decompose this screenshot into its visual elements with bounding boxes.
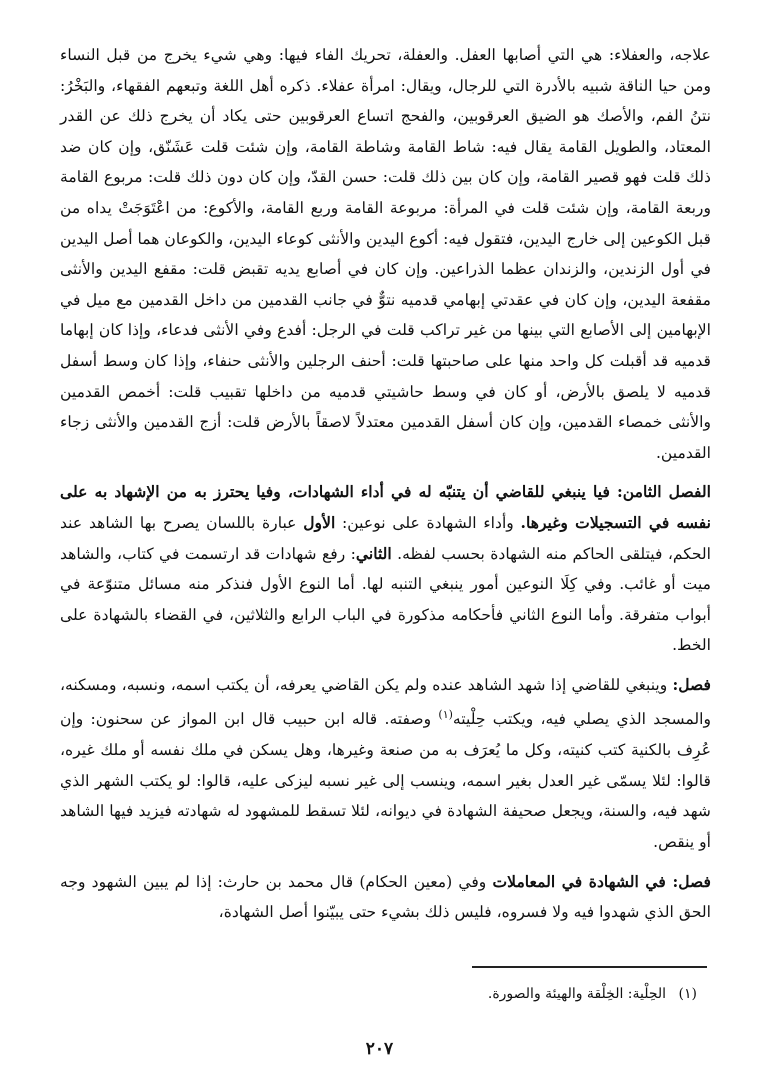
section-heading-witness: فصل:: [672, 674, 711, 694]
footnote-separator: [472, 966, 707, 968]
section-transactions-text: وفي (معين الحكام) قال محمد بن حارث: إذا لم يبين الشهود وجه الحق الذي شهدوا فيه ولا فسروه، فليس ذلك بشيء حتى يبيّنوا أصل الشهادة،: [60, 872, 711, 922]
footnote-text: الحِلْية: الخِلْقة والهيئة والصورة.: [487, 986, 667, 1002]
chapter-eight-heading: الفصل الثامن: فيا ينبغي للقاضي أن يتنبّه له في أداء الشهادات، وفيا يحترز به من الإشهاد به على نفسه في التسجيلات وغيرها.: [60, 482, 711, 532]
section-witness-text: وينبغي للقاضي إذا شهد الشاهد عنده ولم يكن القاضي يعرفه، أن يكتب اسمه، ونسبه، ومسكنه، والمسجد الذي يصلي فيه، ويكتب حِلْيته: [60, 675, 711, 729]
footnote-reference[interactable]: (١): [438, 708, 453, 722]
chapter-eight-text: وأداء الشهادة على نوعين:: [335, 513, 521, 532]
paragraph-chapter-eight: [60, 477, 711, 661]
paragraph-1-text: علاجه، والعفلاء: هي التي أصابها العفل. والعفلة، تحريك الفاء فيها: وهي شيء يخرج من قبل النساء ومن حيا الناقة شبيه بالأدرة التي للرجال، ويقال: امرأة عفلاء. ذكره أهل اللغة وتبعهم الفقهاء، والبَخْرُ: نتنُ الفم، والأصك هو الضيق العرقوبين، والفحج اتساع العرقوبين حتى يكاد أن يخرج ذلك عن القدر المعتاد، والطويل القامة يقال فيه: شاط القامة وشاطة القامة، وإن شئت قلت عَشَنّق، وإن كان ضد ذلك قلت فهو قصير القامة، وإن كان بين ذلك قلت: حسن القدّ، وإن كان دون ذلك قلت: مربوع القامة وربعة القامة، وإن شئت قلت في المرأة: مربوعة القامة وربع القامة، والأكوع: من اعْتَوَجَتْ يداه من قبل الكوعين إلى خارج اليدين، فتقول فيه: أكوع اليدين والأنثى كوعاء اليدين، والكوعان هما أصل اليدين في أول الزندين، والزندان عظما الذراعين. وإن كان في أصابع يديه تقبض قلت: مقفع اليدين والأنثى مقفعة اليدين، وإن كان في عقدتي إبهامي قدميه نتوٌّ في جانب القدمين من داخل القدمين مع ميل في الإبهامين إلى الأصابع التي بينها من غير تراكب قلت في الرجل: أفدع وفي الأنثى فدعاء، وإذا كان إبهاما قدميه قد أقبلت كل واحد منها على صاحبتها قلت: أحنف الرجلين والأنثى حنفاء، وإذا كان وسط أسفل قدميه لا يلصق بالأرض، أو كان في وسط حاشيتي قدميه من داخلها تقبيب قلت: أخمص القدمين والأنثى خمصاء القدمين، وإن كان أسفل القدمين معتدلاً لاصقاً بالأرض قلت: أزج القدمين والأنثى زجاء القدمين.: [60, 46, 711, 462]
paragraph-section-witness: [60, 670, 711, 858]
page-number: ٢٠٧: [365, 1039, 394, 1059]
section-witness-text-2: وصفته. قاله ابن حبيب قال ابن المواز عن سحنون: وإن عُرِف بالكنية كتب كنيته، وكل ما يُعرَف به من صنعة وغيرها، وهل يسكن في ملك نفسه أو ملك غيره، قالوا: لئلا يسمّى غير العدل بغير اسمه، وينسب إلى غير نسبه ليزكى عليه، قالوا: لو يكتب الشهر الذي شهد فيه، والسنة، ويجعل صحيفة الشهادة في ديوانه، لئلا تسقط للمشهود له شهادته فيزيد فيها الشاهد أو ينقص.: [60, 710, 711, 852]
chapter-eight-text-3: : رفع شهادات قد ارتسمت في كتاب، والشاهد ميت أو غائب. وفي كِلَا النوعين أمور ينبغي التنبه لها. أما النوع الأول فنذكر منه مسائل متنوّعة في أبواب متفرقة. وأما النوع الثاني فأحكامه مذكورة في الباب الرابع والثلاثين، في القضاء بالشهادة على الخط.: [60, 544, 711, 655]
chapter-eight-text-2: عبارة باللسان يصرح بها الشاهد عند الحكم، فيتلقى الحاكم منه الشهادة بحسب لفظه.: [60, 513, 711, 563]
footnote: [60, 984, 697, 1004]
paragraph-1: [60, 40, 711, 468]
section-heading-transactions: فصل: في الشهادة في المعاملات: [492, 871, 712, 891]
footnote-marker: (١): [678, 986, 697, 1002]
first-type-label: الأول: [303, 512, 336, 532]
second-type-label: الثاني: [355, 543, 392, 563]
paragraph-section-transactions: [60, 867, 711, 928]
